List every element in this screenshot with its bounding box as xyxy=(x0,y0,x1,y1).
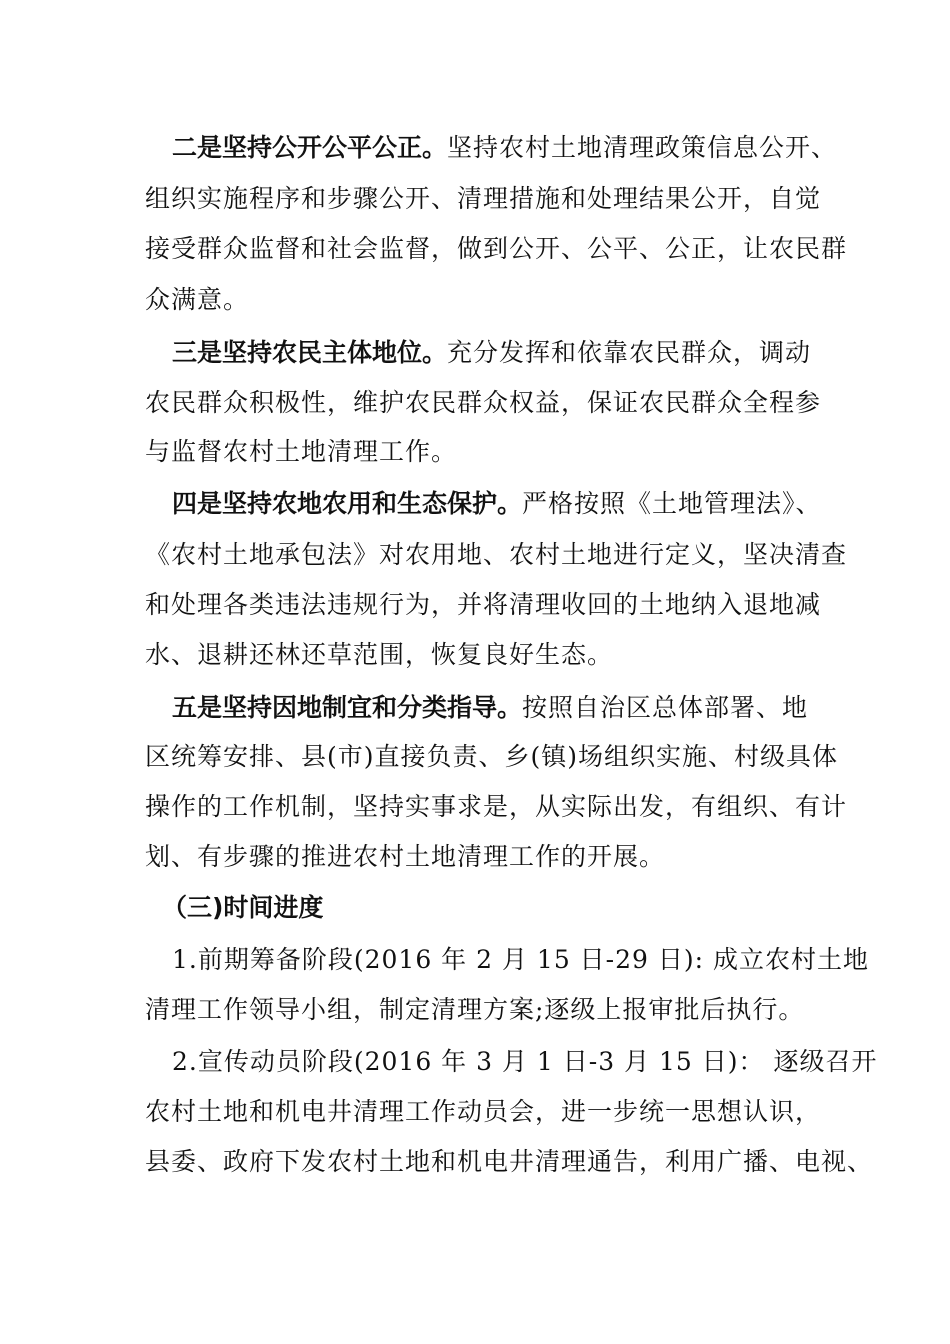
schedule-item-1-line-2: 清理工作领导小组，制定清理方案;逐级上报审批后执行。 xyxy=(145,995,805,1024)
paragraph-open-fair-line-4: 众满意。 xyxy=(145,285,250,314)
paragraph-ecology-line-3: 和处理各类违法违规行为，并将清理收回的土地纳入退地减 xyxy=(145,590,822,619)
paragraph-ecology-line-4: 水、退耕还林还草范围，恢复良好生态。 xyxy=(145,640,614,669)
paragraph-text: 严格按照《土地管理法》、 xyxy=(522,489,822,518)
section-heading-schedule: （三)时间进度 xyxy=(162,893,324,922)
paragraph-text: 坚持农村土地清理政策信息公开、 xyxy=(447,133,838,162)
schedule-item-2-line-2: 农村土地和机电井清理工作动员会，进一步统一思想认识， xyxy=(145,1097,822,1126)
paragraph-ecology-line-1 xyxy=(172,487,825,521)
paragraph-open-fair-line-3: 接受群众监督和社会监督，做到公开、公平、公正，让农民群 xyxy=(145,234,848,263)
paragraph-local-guidance-line-2: 区统筹安排、县(市)直接负责、乡(镇)场组织实施、村级具体 xyxy=(145,742,839,771)
paragraph-lead-local-guidance: 五是坚持因地制宜和分类指导。 xyxy=(172,693,523,722)
paragraph-farmer-subject-line-3: 与监督农村土地清理工作。 xyxy=(145,437,458,466)
schedule-item-1-line-1: 1.前期筹备阶段(2016 年 2 月 15 日-29 日): 成立农村土地 xyxy=(172,945,870,974)
paragraph-open-fair-line-1 xyxy=(172,131,838,165)
paragraph-lead-open-fair: 二是坚持公开公平公正。 xyxy=(172,133,448,162)
paragraph-local-guidance-line-1 xyxy=(172,691,825,725)
paragraph-local-guidance-line-4: 划、有步骤的推进农村土地清理工作的开展。 xyxy=(145,842,666,871)
schedule-item-2-line-3: 县委、政府下发农村土地和机电井清理通告，利用广播、电视、 xyxy=(145,1147,874,1176)
paragraph-lead-ecology: 四是坚持农地农用和生态保护。 xyxy=(172,489,523,518)
paragraph-farmer-subject-line-2: 农民群众积极性，维护农民群众权益，保证农民群众全程参 xyxy=(145,388,822,417)
paragraph-open-fair-line-2: 组织实施程序和步骤公开、清理措施和处理结果公开，自觉 xyxy=(145,184,822,213)
paragraph-local-guidance-line-3: 操作的工作机制，坚持实事求是，从实际出发，有组织、有计 xyxy=(145,792,848,821)
schedule-item-2-line-1: 2.宣传动员阶段(2016 年 3 月 1 日-3 月 15 日)： 逐级召开 xyxy=(172,1047,878,1076)
paragraph-lead-farmer-subject: 三是坚持农民主体地位。 xyxy=(172,338,448,367)
paragraph-farmer-subject-line-1 xyxy=(172,336,825,370)
paragraph-text: 充分发挥和依靠农民群众，调动 xyxy=(447,338,812,367)
paragraph-ecology-line-2: 《农村土地承包法》对农用地、农村土地进行定义，坚决清查 xyxy=(145,540,848,569)
paragraph-text: 按照自治区总体部署、地 xyxy=(522,693,809,722)
